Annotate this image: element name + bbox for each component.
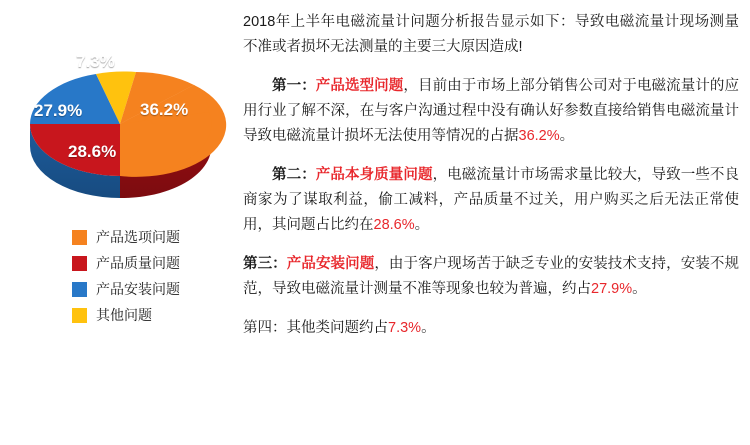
chart-legend — [72, 224, 242, 328]
legend-swatch-icon — [72, 282, 87, 297]
paragraph-3-suffix: 。 — [632, 281, 647, 297]
legend-swatch-icon — [72, 256, 87, 271]
legend-label: 产品安装问题 — [96, 281, 180, 297]
legend-swatch-icon — [72, 308, 87, 323]
paragraph-2-body: ，电磁流量计市场需求量比较大，导致一些不良商家为了谋取利益，偷工减料，产品质量不过关，用户购买之后无法正常使用，其问题占比约在 — [243, 167, 740, 233]
pie-chart — [8, 26, 232, 216]
legend-label: 其他问题 — [96, 307, 152, 323]
pie-label-blue: 27.9% — [34, 101, 83, 120]
paragraph-1-keyword: 产品选型问题 — [315, 78, 404, 94]
report-paragraph-2 — [243, 163, 739, 238]
paragraph-3-value: 27.9% — [591, 281, 633, 297]
legend-item — [72, 276, 242, 302]
report-paragraph-4 — [243, 316, 739, 341]
pie-chart-svg — [8, 26, 232, 216]
paragraph-4-prefix: 第四：其他类问题约占 — [243, 320, 388, 336]
paragraph-3-prefix: 第三： — [243, 256, 287, 272]
paragraph-2-keyword: 产品本身质量问题 — [315, 167, 433, 183]
paragraph-3-body: ，由于客户现场苦于缺乏专业的安装技术支持，安装不规范，导致电磁流量计测量不准等现象也较为普遍，约占 — [243, 256, 740, 297]
report-intro: 2018年上半年电磁流量计问题分析报告显示如下：导致电磁流量计现场测量不准或者损坏无法测量的主要三大原因造成! — [243, 14, 739, 55]
pie-label-red: 28.6% — [68, 142, 117, 161]
legend-swatch-icon — [72, 230, 87, 245]
paragraph-1-prefix: 第一： — [272, 78, 316, 94]
paragraph-1-value: 36.2% — [518, 128, 560, 144]
report-paragraph-3 — [243, 252, 739, 302]
paragraph-2-value: 28.6% — [373, 217, 415, 233]
legend-item — [72, 224, 242, 250]
paragraph-1-body: ，目前由于市场上部分销售公司对于电磁流量计的应用行业了解不深，在与客户沟通过程中没有确认好参数直接给销售电磁流量计导致电磁流量计损坏无法使用等情况的占据 — [243, 78, 740, 144]
legend-label: 产品质量问题 — [96, 255, 180, 271]
pie-chart-panel — [0, 0, 236, 445]
report-text-panel — [243, 10, 739, 355]
pie-label-orange: 36.2% — [140, 100, 189, 119]
paragraph-3-keyword: 产品安装问题 — [286, 256, 375, 272]
paragraph-4-suffix: 。 — [421, 320, 436, 336]
legend-item — [72, 250, 242, 276]
paragraph-1-suffix: 。 — [559, 128, 575, 144]
legend-item — [72, 302, 242, 328]
paragraph-4-value: 7.3% — [388, 320, 422, 336]
paragraph-2-prefix: 第二： — [272, 167, 316, 183]
pie-label-yellow: 7.3% — [76, 52, 115, 71]
report-paragraph-1 — [243, 74, 739, 149]
legend-label: 产品选项问题 — [96, 229, 180, 245]
paragraph-2-suffix: 。 — [414, 217, 430, 233]
